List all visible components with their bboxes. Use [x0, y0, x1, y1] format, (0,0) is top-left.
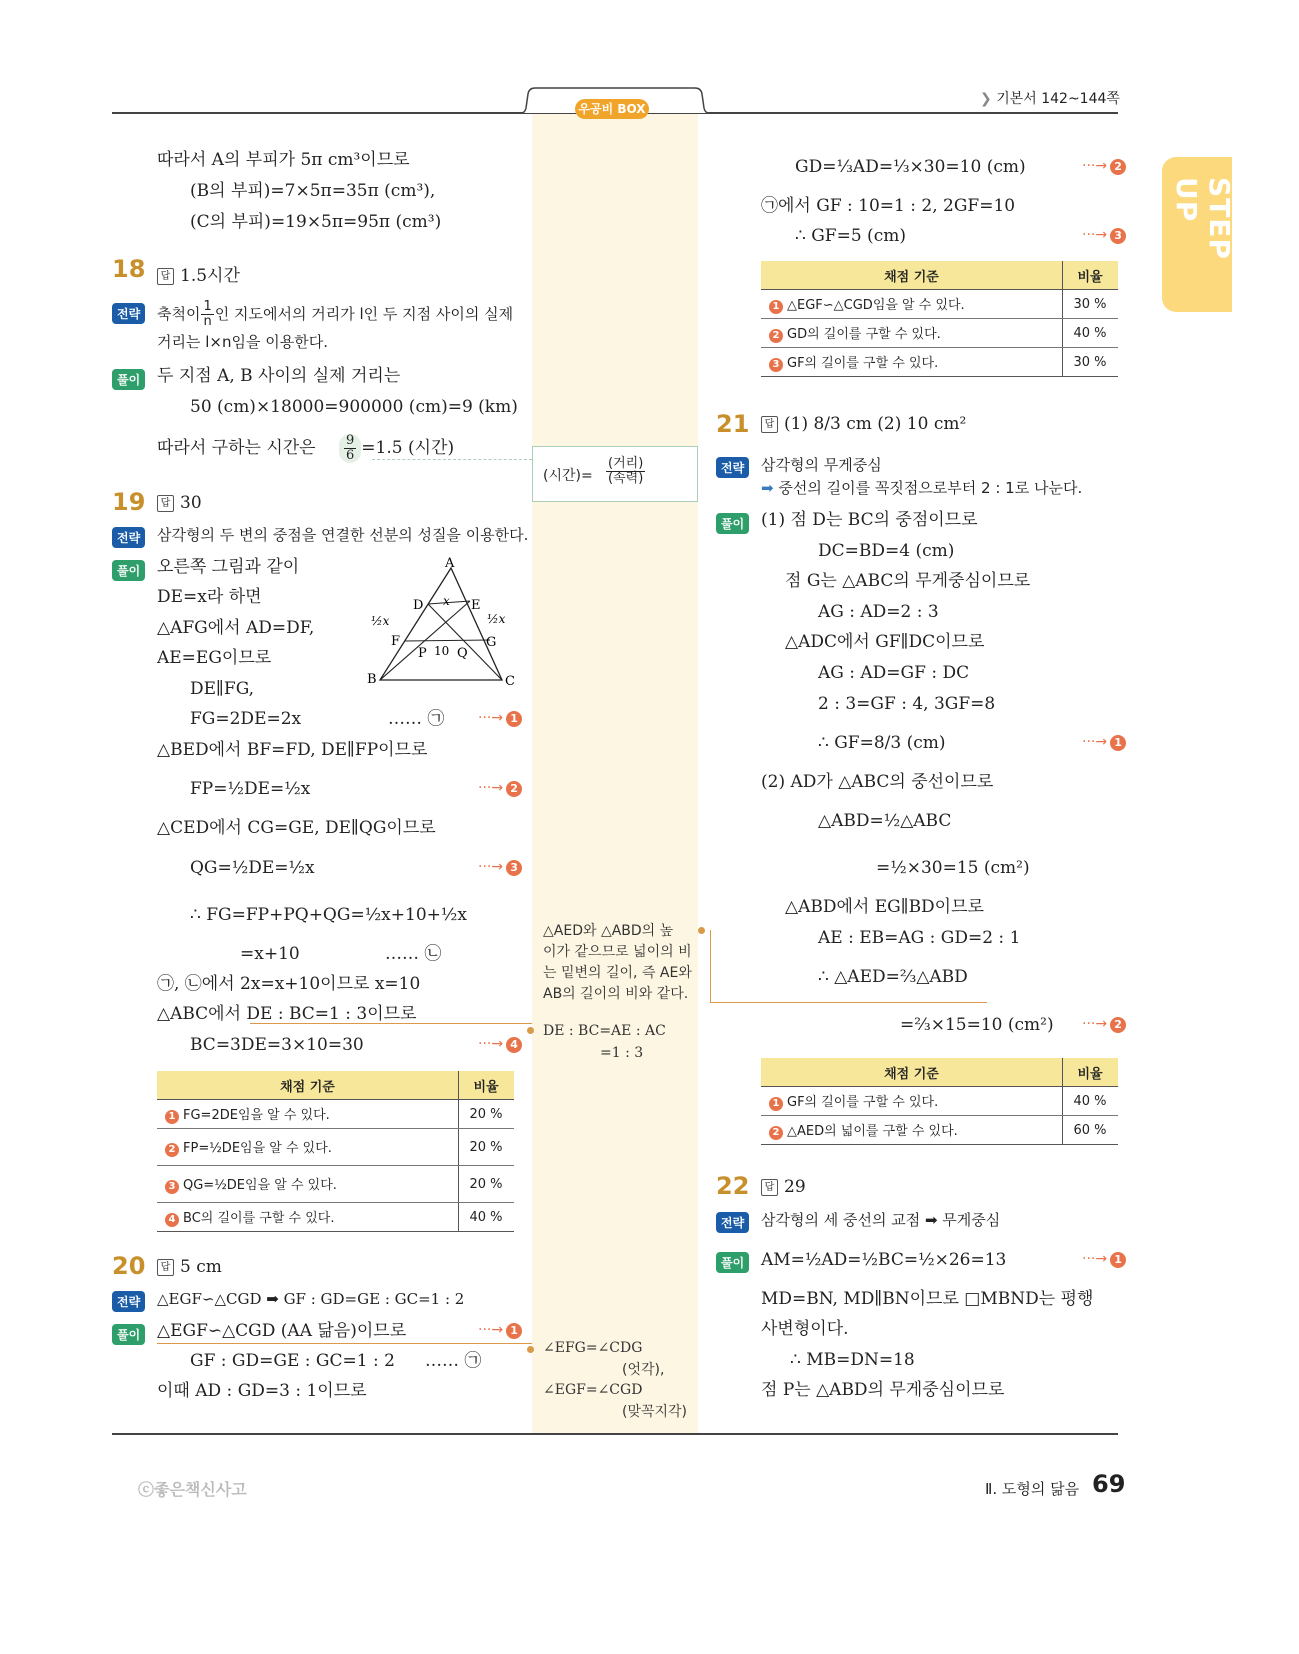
- marker-2: ···→ 2: [1082, 158, 1126, 175]
- box-area-4: AB의 길이의 비와 같다.: [543, 986, 689, 1002]
- criteria-header: 채점 기준: [157, 1071, 459, 1100]
- table-row: 3 GF의 길이를 구할 수 있다. 30 %: [761, 348, 1118, 377]
- table-row: 1 FG=2DE임을 알 수 있다. 20 %: [157, 1100, 514, 1129]
- intro-line-1: 따라서 A의 부피가 5π cm³이므로: [157, 150, 410, 170]
- marker-1: ···→ 1: [478, 710, 522, 727]
- table-row: 2 △AED의 넓이를 구할 수 있다. 60 %: [761, 1116, 1118, 1145]
- box-time-formula: (시간)= (거리) (속력): [532, 446, 698, 502]
- p21-line: AG : AD=2 : 3: [818, 602, 939, 622]
- marker-2: ···→ 2: [478, 780, 522, 797]
- table-row: 2 FP=½DE임을 알 수 있다. 20 %: [157, 1129, 514, 1166]
- step-up-tab: [1162, 157, 1236, 312]
- p21-line: (1) 점 D는 BC의 중점이므로: [761, 510, 978, 530]
- p19-line: 오른쪽 그림과 같이: [157, 557, 300, 577]
- fig-label: C: [505, 674, 515, 688]
- problem-22-answer: 답 29: [761, 1177, 806, 1197]
- connector-area: [710, 930, 987, 1003]
- problem-18-answer: 답 1.5시간: [157, 261, 240, 286]
- p22-line: MD=BN, MD∥BN이므로 □MBND는 평행: [761, 1289, 1094, 1309]
- marker-4: ···→ 4: [478, 1036, 522, 1053]
- marker-1: ···→ 1: [1082, 734, 1126, 751]
- ratio-header: 비율: [1063, 261, 1119, 290]
- box-angle-3: ∠EGF=∠CGD: [543, 1382, 643, 1398]
- problem-19-strategy: 삼각형의 두 변의 중점을 연결한 선분의 성질을 이용한다.: [157, 526, 529, 544]
- table-row: 1 △EGF∽△CGD임을 알 수 있다. 30 %: [761, 290, 1118, 319]
- triangle-figure: [365, 553, 525, 688]
- p21-line: =⅔×15=10 (cm²): [900, 1015, 1054, 1035]
- problem-18-sol-3: 따라서 구하는 시간은 $\frac{9}{6}$ =1.5 (시간): [157, 433, 455, 463]
- p19-line: FP=½DE=½x: [190, 779, 311, 799]
- problem-21-strategy-2: ➡ 중선의 길이를 꼭짓점으로부터 2 : 1로 나눈다.: [761, 479, 1083, 497]
- fig-label: x: [443, 594, 450, 608]
- highlight-circle: $\frac{9}{6}$: [339, 434, 361, 463]
- fraction: $\frac{1}{n}$: [203, 299, 212, 329]
- chevron-right-icon: ❯: [980, 91, 992, 107]
- problem-19-number: 19: [112, 488, 146, 516]
- tag-b: …… ㉡: [385, 944, 442, 964]
- p20-line: △EGF∽△CGD (AA 닮음)이므로: [157, 1321, 407, 1341]
- problem-18-sol-1: 두 지점 A, B 사이의 실제 거리는: [157, 366, 401, 386]
- p21-line: (2) AD가 △ABC의 중선이므로: [761, 772, 994, 792]
- box-column: [532, 113, 698, 1433]
- connector-dot: [698, 927, 705, 934]
- p22-line: ∴ MB=DN=18: [790, 1350, 915, 1370]
- criteria-table-21: [761, 1058, 1118, 1145]
- p20c-line: ∴ GF=5 (cm): [795, 226, 906, 246]
- problem-22-number: 22: [716, 1172, 750, 1200]
- p19-line: AE=EG이므로: [157, 648, 272, 668]
- p19-line: BC=3DE=3×10=30: [190, 1035, 364, 1055]
- connector-dot: [527, 1346, 534, 1353]
- problem-19-answer: 답 30: [157, 493, 202, 513]
- table-row: 2 GD의 길이를 구할 수 있다. 40 %: [761, 319, 1118, 348]
- p21-line: =½×30=15 (cm²): [876, 858, 1030, 878]
- answer-icon: 답: [157, 1259, 174, 1276]
- box-angle-1: ∠EFG=∠CDG: [543, 1340, 643, 1356]
- problem-18-strategy: 축척이 $\frac{1}{n}$ 인 지도에서의 거리가 l인 두 지점 사이의 실제: [157, 299, 514, 329]
- solution-badge: 풀이: [716, 513, 749, 534]
- p19-line: DE=x라 하면: [157, 587, 262, 607]
- p22-line: AM=½AD=½BC=½×26=13: [761, 1250, 1007, 1270]
- strategy-badge: 전략: [112, 527, 145, 548]
- criteria-header: 채점 기준: [761, 1058, 1063, 1087]
- p21-line: △ADC에서 GF∥DC이므로: [785, 632, 985, 652]
- p21-line: 2 : 3=GF : 4, 3GF=8: [818, 694, 996, 714]
- intro-line-3: (C의 부피)=19×5π=95π (cm³): [190, 212, 442, 232]
- p19-line: ㉠, ㉡에서 2x=x+10이므로 x=10: [157, 974, 421, 994]
- marker-2: ···→ 2: [1082, 1016, 1126, 1033]
- fig-label: A: [445, 556, 455, 571]
- problem-18-sol-2: 50 (cm)×18000=900000 (cm)=9 (km): [190, 397, 518, 417]
- solution-badge: 풀이: [112, 1324, 145, 1345]
- fig-label: 10: [434, 644, 450, 658]
- fig-label: B: [367, 672, 377, 687]
- problem-18-number: 18: [112, 255, 146, 283]
- fig-label: ½x: [487, 612, 506, 626]
- p19-line: △ABC에서 DE : BC=1 : 3이므로: [157, 1004, 417, 1024]
- p21-line: △ABD에서 EG∥BD이므로: [785, 897, 984, 917]
- dashed-connector: [372, 459, 532, 460]
- problem-21-number: 21: [716, 410, 750, 438]
- p21-line: AE : EB=AG : GD=2 : 1: [818, 928, 1021, 948]
- p22-line: 사변형이다.: [761, 1319, 849, 1339]
- problem-18-strategy-2: 거리는 l×n임을 이용한다.: [157, 333, 328, 351]
- box-label: 우공비 BOX: [575, 99, 649, 119]
- connector-dbc: [250, 1023, 532, 1032]
- publisher-mark: ⓒ좋은책신사고: [138, 1480, 247, 1499]
- arrow-circle-icon: ➡: [761, 479, 774, 497]
- p21-line: △ABD=½△ABC: [818, 811, 952, 831]
- solution-badge: 풀이: [112, 369, 145, 390]
- p22-line: 점 P는 △ABD의 무게중심이므로: [761, 1380, 1005, 1400]
- answer-icon: 답: [157, 495, 174, 512]
- box-dbc-1: DE : BC=AE : AC: [543, 1023, 666, 1039]
- marker-1: ···→ 1: [1082, 1251, 1126, 1268]
- answer-icon: 답: [761, 416, 778, 433]
- p21-line: AG : AD=GF : DC: [818, 663, 970, 683]
- p19-line: QG=½DE=½x: [190, 858, 315, 878]
- problem-20-answer: 답 5 cm: [157, 1257, 222, 1277]
- box-angle-2: (엇각),: [622, 1362, 665, 1378]
- p19-line: △BED에서 BF=FD, DE∥FP이므로: [157, 740, 428, 760]
- problem-20-number: 20: [112, 1252, 146, 1280]
- tag-a: …… ㉠: [388, 709, 445, 729]
- box-area-1: △AED와 △ABD의 높: [543, 923, 674, 939]
- p19-line: △CED에서 CG=GE, DE∥QG이므로: [157, 818, 436, 838]
- fig-label: ½x: [371, 614, 390, 628]
- solution-badge: 풀이: [716, 1252, 749, 1273]
- fig-label: G: [486, 635, 497, 650]
- strategy-badge: 전략: [716, 457, 749, 478]
- step-up-text: STEP UP: [1170, 177, 1236, 260]
- answer-icon: 답: [761, 1179, 778, 1196]
- fig-label: F: [391, 634, 401, 649]
- criteria-table-20: [761, 261, 1118, 377]
- p19-line: =x+10: [240, 944, 300, 964]
- marker-3: ···→ 3: [1082, 227, 1126, 244]
- connector-dot: [527, 1027, 534, 1034]
- connector-angle: [157, 1343, 532, 1344]
- p20c-line: ㉠에서 GF : 10=1 : 2, 2GF=10: [761, 196, 1016, 216]
- answer-icon: 답: [157, 268, 174, 285]
- problem-20-strategy: △EGF∽△CGD ➡ GF : GD=GE : GC=1 : 2: [157, 1290, 465, 1308]
- p19-line: △AFG에서 AD=DF,: [157, 618, 315, 638]
- strategy-badge: 전략: [716, 1212, 749, 1233]
- tag-a: …… ㉠: [425, 1351, 482, 1371]
- table-row: 1 GF의 길이를 구할 수 있다. 40 %: [761, 1087, 1118, 1116]
- p20c-line: GD=⅓AD=⅓×30=10 (cm): [795, 157, 1026, 177]
- criteria-header: 채점 기준: [761, 261, 1063, 290]
- footer-rule: [112, 1433, 1118, 1435]
- p21-line: DC=BD=4 (cm): [818, 541, 955, 561]
- marker-3: ···→ 3: [478, 859, 522, 876]
- p21-line: ∴ △AED=⅔△ABD: [818, 967, 968, 987]
- p20-line: GF : GD=GE : GC=1 : 2: [190, 1351, 395, 1371]
- p19-line: ∴ FG=FP+PQ+QG=½x+10+½x: [190, 905, 467, 925]
- fig-label: E: [471, 598, 481, 613]
- box-area-2: 이가 같으므로 넓이의 비: [543, 944, 692, 960]
- chapter-title: Ⅱ. 도형의 닮음: [985, 1480, 1080, 1498]
- p20-line: 이때 AD : GD=3 : 1이므로: [157, 1381, 367, 1401]
- box-dbc-2: =1 : 3: [600, 1045, 644, 1061]
- intro-line-2: (B의 부피)=7×5π=35π (cm³),: [190, 181, 436, 201]
- problem-21-answer: 답 (1) 8/3 cm (2) 10 cm²: [761, 414, 966, 434]
- ratio-header: 비율: [1063, 1058, 1119, 1087]
- solution-badge: 풀이: [112, 560, 145, 581]
- marker-1: ···→ 1: [478, 1322, 522, 1339]
- strategy-badge: 전략: [112, 303, 145, 324]
- strategy-badge: 전략: [112, 1291, 145, 1312]
- p19-line: FG=2DE=2x: [190, 709, 302, 729]
- table-row: 3 QG=½DE임을 알 수 있다. 20 %: [157, 1166, 514, 1203]
- box-area-3: 는 밑변의 길이, 즉 AE와: [543, 965, 692, 981]
- box-angle-4: (맞꼭지각): [622, 1404, 688, 1420]
- page-reference: ❯ 기본서 142~144쪽: [980, 91, 1120, 107]
- problem-21-strategy: 삼각형의 무게중심: [761, 456, 882, 474]
- ratio-header: 비율: [459, 1071, 515, 1100]
- table-row: 4 BC의 길이를 구할 수 있다. 40 %: [157, 1203, 514, 1232]
- criteria-table-19: [157, 1071, 514, 1232]
- p19-line: DE∥FG,: [190, 679, 255, 699]
- problem-22-strategy: 삼각형의 세 중선의 교점 ➡ 무게중심: [761, 1211, 1001, 1229]
- fig-label: Q: [457, 646, 468, 661]
- page-number: 69: [1092, 1470, 1126, 1498]
- fig-label: D: [413, 598, 424, 613]
- p21-line: ∴ GF=8/3 (cm): [818, 733, 946, 753]
- fig-label: P: [418, 646, 427, 661]
- p21-line: 점 G는 △ABC의 무게중심이므로: [785, 571, 1031, 591]
